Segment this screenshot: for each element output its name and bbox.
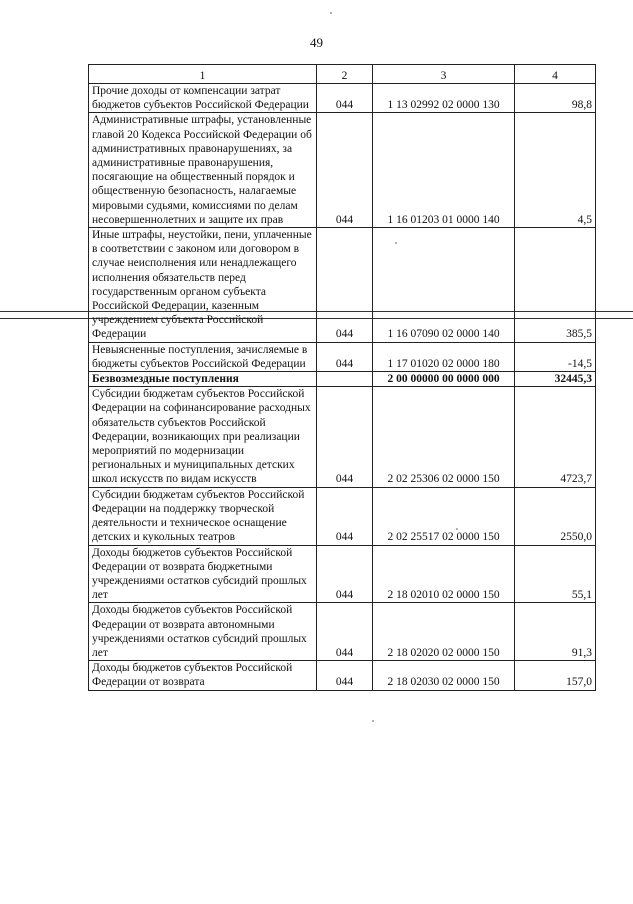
income-name: Субсидии бюджетам субъектов Российской Федерации на софинансирование расходных обязательств субъектов Российской Федерации, возникающих при реализации мероприятий по модернизации региональных и муниципальных детских школ искусств по видам искусств	[89, 387, 317, 487]
column-header: 1	[89, 65, 317, 84]
income-name: Прочие доходы от компенсации затрат бюджетов субъектов Российской Федерации	[89, 84, 317, 113]
table-row	[89, 228, 596, 343]
income-name: Доходы бюджетов субъектов Российской Федерации от возврата	[89, 661, 317, 690]
table-row	[89, 387, 596, 487]
amount: 98,8	[515, 84, 596, 113]
administrator-code: 044	[317, 342, 373, 371]
amount: 4723,7	[515, 387, 596, 487]
administrator-code: 044	[317, 487, 373, 545]
administrator-code	[317, 372, 373, 387]
budget-classification-code: 2 18 02020 02 0000 150	[373, 603, 515, 661]
administrator-code: 044	[317, 387, 373, 487]
amount: 55,1	[515, 545, 596, 603]
table-row	[89, 342, 596, 371]
column-header: 4	[515, 65, 596, 84]
administrator-code: 044	[317, 661, 373, 690]
budget-classification-code: 1 16 07090 02 0000 140	[373, 228, 515, 343]
budget-classification-code: 1 16 01203 01 0000 140	[373, 113, 515, 228]
column-header: 3	[373, 65, 515, 84]
scan-speck	[330, 12, 332, 14]
amount: 4,5	[515, 113, 596, 228]
administrator-code: 044	[317, 228, 373, 343]
table-row	[89, 661, 596, 690]
amount: 157,0	[515, 661, 596, 690]
amount: 385,5	[515, 228, 596, 343]
income-name: Субсидии бюджетам субъектов Российской Федерации на поддержку творческой деятельности и техническое оснащение детских и кукольных театров	[89, 487, 317, 545]
income-name: Доходы бюджетов субъектов Российской Федерации от возврата автономными учреждениями остатков субсидий прошлых лет	[89, 603, 317, 661]
administrator-code: 044	[317, 603, 373, 661]
table-row	[89, 603, 596, 661]
administrator-code: 044	[317, 84, 373, 113]
budget-classification-code: 2 18 02030 02 0000 150	[373, 661, 515, 690]
table-row	[89, 487, 596, 545]
income-name: Доходы бюджетов субъектов Российской Федерации от возврата бюджетными учреждениями остатков субсидий прошлых лет	[89, 545, 317, 603]
amount: 32445,3	[515, 372, 596, 387]
column-header: 2	[317, 65, 373, 84]
table-row	[89, 84, 596, 113]
income-name: Невыясненные поступления, зачисляемые в бюджеты субъектов Российской Федерации	[89, 342, 317, 371]
table-row	[89, 545, 596, 603]
budget-classification-code: 2 02 25306 02 0000 150	[373, 387, 515, 487]
income-name: Иные штрафы, неустойки, пени, уплаченные в соответствии с законом или договором в случае неисполнения или ненадлежащего исполнения обязательств перед государственным органом субъекта Российской Федерации, казенным учреждением субъекта Российской Федерации	[89, 228, 317, 343]
table-header-row	[89, 65, 596, 84]
table-row-section-total	[89, 372, 596, 387]
amount: 91,3	[515, 603, 596, 661]
budget-classification-code: 1 17 01020 02 0000 180	[373, 342, 515, 371]
budget-classification-code: 2 00 00000 00 0000 000	[373, 372, 515, 387]
scan-speck	[372, 720, 374, 722]
table-row	[89, 113, 596, 228]
amount: -14,5	[515, 342, 596, 371]
page-number: 49	[310, 35, 323, 50]
amount: 2550,0	[515, 487, 596, 545]
income-name: Безвозмездные поступления	[89, 372, 317, 387]
budget-classification-code: 1 13 02992 02 0000 130	[373, 84, 515, 113]
administrator-code: 044	[317, 113, 373, 228]
administrator-code: 044	[317, 545, 373, 603]
budget-classification-code: 2 18 02010 02 0000 150	[373, 545, 515, 603]
income-name: Административные штрафы, установленные главой 20 Кодекса Российской Федерации об административных правонарушениях, за административные правонарушения, посягающие на общественный порядок и общественную безопасность, налагаемые мировыми судьями, комиссиями по делам несовершеннолетних и защите их прав	[89, 113, 317, 228]
budget-classification-code: 2 02 25517 02 0000 150	[373, 487, 515, 545]
revenue-table	[88, 64, 596, 691]
